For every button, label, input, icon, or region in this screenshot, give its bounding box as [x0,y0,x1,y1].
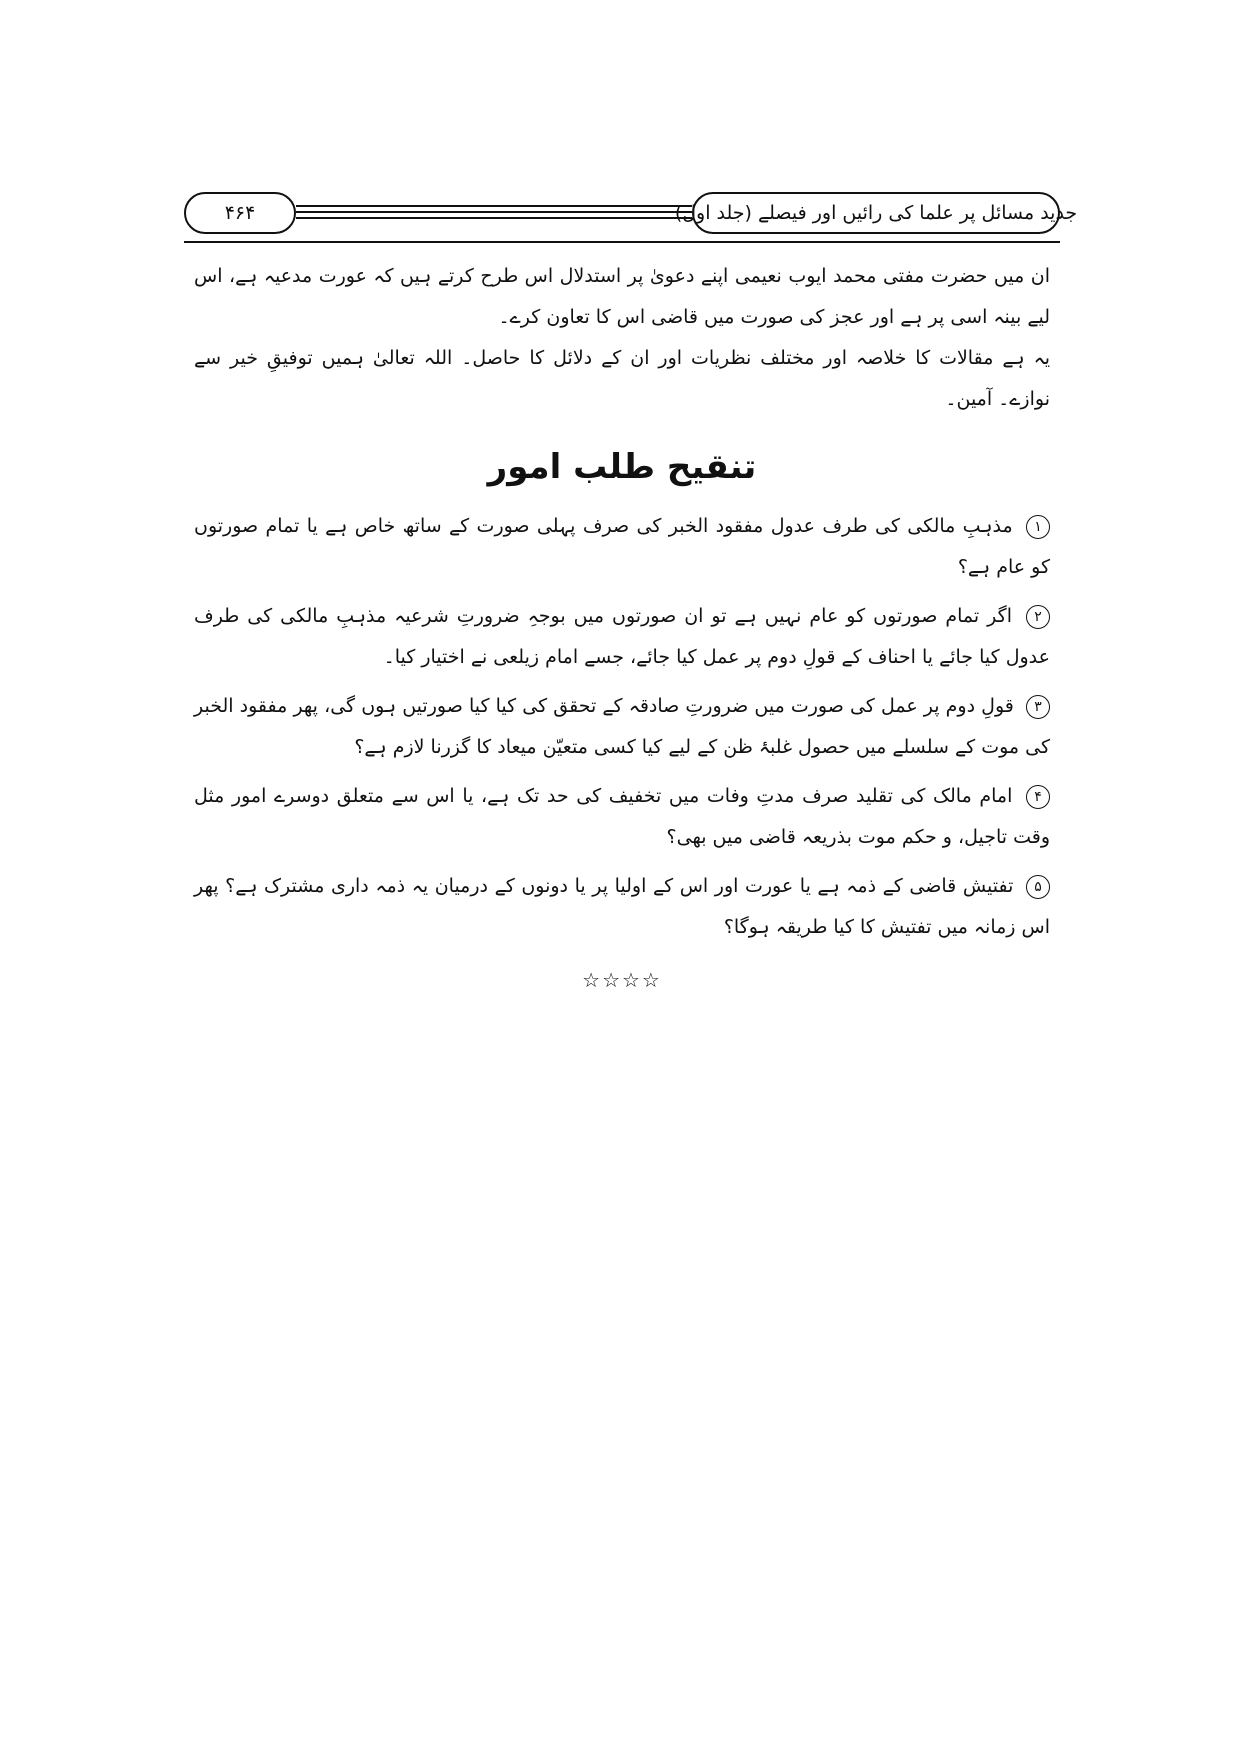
header-rule-middle [296,211,692,213]
item-text: قولِ دوم پر عمل کی صورت میں ضرورتِ صادقہ کے تحقق کی کیا کیا صورتیں ہوں گی، پھر مفقود الخبر کی موت کے سلسلے میں حصول غلبۂ ظن کے لیے کیا کسی متعیّن میعاد کا گزرنا لازم ہے؟ [194,695,1050,758]
item-number: ۳ [1026,695,1050,719]
item-text: مذہبِ مالکی کی طرف عدول مفقود الخبر کی صرف پہلی صورت کے ساتھ خاص ہے یا تمام صورتوں کو عام ہے؟ [194,515,1050,578]
item-number: ۵ [1026,875,1050,899]
page-number-box [184,192,296,234]
intro-paragraph-2: یہ ہے مقالات کا خلاصہ اور مختلف نظریات اور ان کے دلائل کا حاصل۔ اللہ تعالیٰ ہمیں توفیقِ خیر سے نوازے۔ آمین۔ [194,347,1050,410]
book-title: جدید مسائل پر علما کی رائیں اور فیصلے (جلد اول) [674,202,1078,224]
header-rule-bottom [296,217,692,219]
list-item [194,506,1050,588]
list-item [194,776,1050,858]
end-stars: ☆☆☆☆ [582,968,662,992]
book-title-box [674,192,1078,234]
item-text: امام مالک کی تقلید صرف مدتِ وفات میں تخفیف کی حد تک ہے، یا اس سے متعلق دوسرے امور مثل وقت تاجیل، و حکم موت بذریعہ قاضی میں بھی؟ [194,785,1050,848]
item-number: ۱ [1026,515,1050,539]
item-text: اگر تمام صورتوں کو عام نہیں ہے تو ان صورتوں میں بوجہِ ضرورتِ شرعیہ مذہبِ مالکی کی طرف عدول کیا جائے یا احناف کے قولِ دوم پر عمل کیا جائے، جسے امام زیلعی نے اختیار کیا۔ [194,605,1050,668]
page-header [184,192,1078,240]
item-number: ۴ [1026,785,1050,809]
section-heading: تنقیح طلب امور [487,447,757,487]
header-bottom-rule [184,241,1060,243]
page-content [194,256,1050,1001]
list-item [194,596,1050,678]
list-item [194,866,1050,948]
page-number: ۴۶۴ [224,202,256,224]
item-text: تفتیش قاضی کے ذمہ ہے یا عورت اور اس کے اولیا پر یا دونوں کے درمیان یہ ذمہ داری مشترک ہے؟ پھر اس زمانہ میں تفتیش کا کیا طریقہ ہوگا؟ [194,875,1050,938]
item-number: ۲ [1026,605,1050,629]
header-rule-top [296,205,692,207]
list-item [194,686,1050,768]
intro-paragraph-1: ان میں حضرت مفتی محمد ایوب نعیمی اپنے دعویٰ پر استدلال اس طرح کرتے ہیں کہ عورت مدعیہ ہے، اس لیے بینہ اسی پر ہے اور عجز کی صورت میں قاضی اس کا تعاون کرے۔ [194,265,1050,328]
